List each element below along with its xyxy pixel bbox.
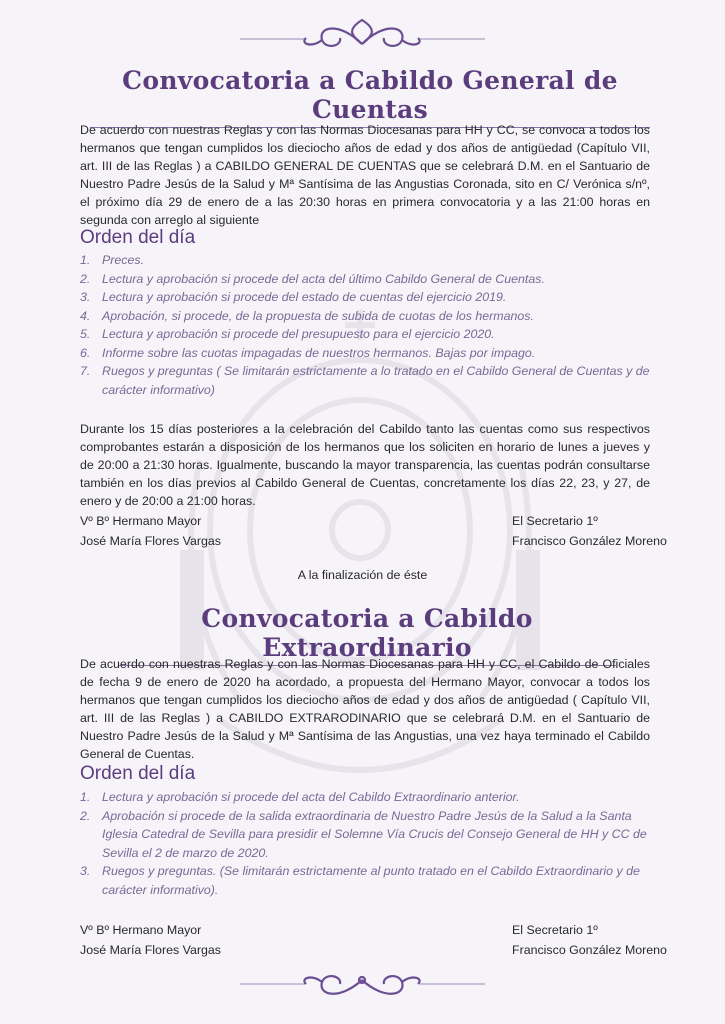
section1-signature-left: [80, 511, 221, 551]
section2-intro-paragraph: De acuerdo con nuestras Reglas y con las Normas Diocesanas para HH y CC, el Cabildo de Oficiales de fecha 9 de enero de 2020 ha acordado, a propuesta del Hermano Mayor, convocar a todos los hermanos que tengan cumplidos los dieciocho años de edad y dos años de antigüedad ( Capítulo VII, art. III de las Reglas ) a CABILDO EXTRARODINARIO que se celebrará D.M. en el Santuario de Nuestro Padre Jesús de la Salud y Mª Santísima de las Angustias, una vez haya terminado el Cabildo General de Cuentas.: [80, 657, 650, 761]
list-item: 2. Lectura y aprobación si procede del acta del último Cabildo General de Cuentas.: [80, 271, 545, 286]
list-item: 5. Lectura y aprobación si procede del presupuesto para el ejercicio 2020.: [80, 327, 495, 341]
section1-order-heading: Orden del día: [80, 227, 196, 248]
signature-name: José María Flores Vargas: [80, 943, 221, 957]
transition-text: A la finalización de éste: [297, 568, 428, 582]
list-item: 1. Preces.: [80, 253, 145, 267]
top-flourish-ornament: [0, 14, 725, 54]
signature-role: Vº Bº Hermano Mayor: [80, 923, 202, 937]
signature-name: Francisco González Moreno: [512, 943, 667, 957]
list-item: 6. Informe sobre las cuotas impagadas de nuestros hermanos. Bajas por impago.: [80, 345, 536, 360]
signature-role: Vº Bº Hermano Mayor: [80, 514, 202, 528]
section1-signature-right: [512, 511, 667, 551]
section1-agenda-list: [80, 251, 650, 399]
signature-role: El Secretario 1º: [512, 514, 598, 528]
section2-signature-left: [80, 920, 221, 960]
list-item: 3. Ruegos y preguntas. (Se limitarán estrictamente al punto tratado en el Cabildo Extraordinario y de carácter informativo).: [80, 864, 640, 897]
list-item: 4. Aprobación, si procede, de la propuesta de subida de cuotas de los hermanos.: [80, 308, 534, 323]
section1-closing-paragraph: Durante los 15 días posteriores a la celebración del Cabildo tanto las cuentas como sus respectivos comprobantes estarán a disposición de los hermanos que los soliciten en horario de lunes a jueves y de 20:00 a 21:30 horas. Igualmente, buscando la mayor transparencia, las cuentas podrán consultarse también en los días previos al Cabildo General de Cuentas, concretamente los días 22, 23, y 27, de enero y de 20:00 a 21:00 horas.: [80, 422, 650, 508]
section2-agenda-list: [80, 788, 650, 899]
bottom-flourish-ornament: [0, 966, 725, 1006]
list-item: 7. Ruegos y preguntas ( Se limitarán estrictamente a lo tratado en el Cabildo General de Cuentas y de carácter informativo): [80, 364, 650, 397]
section1-title: Convocatoria a Cabildo General de Cuentas: [90, 66, 650, 128]
section1-intro-paragraph: De acuerdo con nuestras Reglas y con las Normas Diocesanas para HH y CC, se convoca a todos los hermanos que tengan cumplidos los dieciocho años de edad y dos años de antigüedad (Capítulo VII, art. III de las Reglas ) a CABILDO GENERAL DE CUENTAS que se celebrará D.M. en el Santuario de Nuestro Padre Jesús de la Salud y Mª Santísima de las Angustias Coronada, sito en C/ Verónica s/nº, el próximo día 29 de enero de a las 20:30 horas en primera convocatoria y a las 21:00 horas en segunda con arreglo al siguiente: [80, 123, 650, 227]
section2-signature-right: [512, 920, 667, 960]
section2-title: Convocatoria a Cabildo Extraordinario: [118, 604, 616, 666]
signature-role: El Secretario 1º: [512, 923, 598, 937]
list-item: 3. Lectura y aprobación si procede del estado de cuentas del ejercicio 2019.: [80, 290, 507, 304]
list-item: 1. Lectura y aprobación si procede del acta del Cabildo Extraordinario anterior.: [80, 790, 520, 804]
signature-name: José María Flores Vargas: [80, 534, 221, 548]
signature-name: Francisco González Moreno: [512, 534, 667, 548]
list-item: 2. Aprobación si procede de la salida extraordinaria de Nuestro Padre Jesús de la Salud a la Santa Iglesia Catedral de Sevilla para presidir el Solemne Vía Crucis del Consejo General de HH y CC de Sevilla el 2 de marzo de 2020.: [80, 808, 647, 860]
section2-order-heading: Orden del día: [80, 763, 196, 784]
